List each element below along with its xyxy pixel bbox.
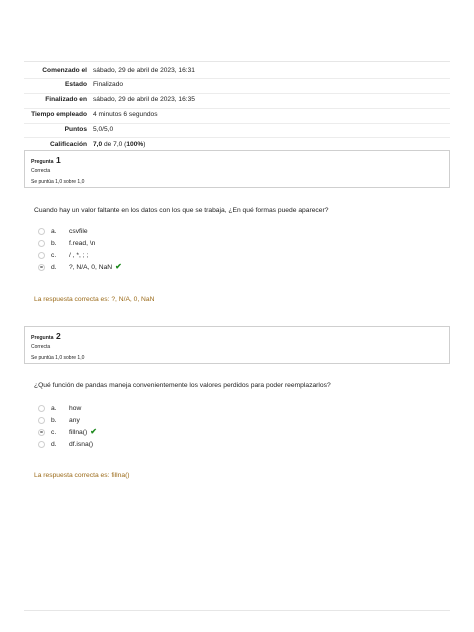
option-label: any bbox=[69, 416, 80, 424]
question-header: Pregunta 2 bbox=[31, 331, 61, 341]
question-number: 2 bbox=[55, 331, 61, 341]
answer-option[interactable] bbox=[38, 439, 93, 449]
option-label: f.read, \n bbox=[69, 239, 96, 247]
radio-button[interactable] bbox=[38, 441, 45, 448]
summary-label: Estado bbox=[65, 81, 87, 89]
question-text: ¿Qué función de pandas maneja convenientemente los valores perdidos para poder reemplazarlos? bbox=[34, 382, 331, 389]
question-status: Correcta bbox=[31, 168, 51, 174]
option-label: fillna() bbox=[69, 428, 88, 436]
question-status: Correcta bbox=[31, 344, 51, 350]
summary-value: 5,0/5,0 bbox=[93, 126, 114, 134]
attempt-summary-table bbox=[24, 64, 450, 153]
summary-value: 7,0 de 7,0 (100%) bbox=[93, 140, 146, 148]
question-text: Cuando hay un valor faltante en los datos con los que se trabaja, ¿En qué formas puede aparecer? bbox=[34, 207, 329, 214]
option-label: ?, N/A, 0, NaN bbox=[69, 263, 113, 271]
answer-option-selected[interactable] bbox=[38, 427, 97, 437]
option-letter: d. bbox=[51, 263, 57, 271]
option-letter: a. bbox=[51, 227, 57, 235]
summary-row-finished bbox=[24, 94, 450, 109]
option-letter: c. bbox=[51, 428, 57, 436]
summary-label: Finalizado en bbox=[45, 96, 87, 104]
summary-row-time bbox=[24, 109, 450, 124]
summary-row-started bbox=[24, 64, 450, 79]
option-label: csvfile bbox=[69, 227, 88, 235]
question-header: Pregunta 1 bbox=[31, 155, 61, 165]
option-letter: b. bbox=[51, 239, 57, 247]
summary-label: Comenzado el bbox=[42, 66, 87, 74]
question-score: Se puntúa 1,0 sobre 1,0 bbox=[31, 355, 85, 361]
check-icon: ✔ bbox=[90, 427, 97, 436]
option-letter: a. bbox=[51, 404, 57, 412]
summary-row-points bbox=[24, 124, 450, 139]
summary-label: Calificación bbox=[49, 140, 87, 148]
answer-option[interactable] bbox=[38, 238, 95, 248]
option-letter: b. bbox=[51, 416, 57, 424]
radio-button[interactable] bbox=[38, 405, 45, 412]
answer-option[interactable] bbox=[38, 403, 81, 413]
option-label: / , *, ; ; bbox=[69, 251, 89, 259]
answer-option[interactable] bbox=[38, 226, 88, 236]
right-answer-feedback: La respuesta correcta es: ?, N/A, 0, NaN bbox=[34, 296, 155, 303]
option-label: df.isna() bbox=[69, 440, 94, 448]
question-score: Se puntúa 1,0 sobre 1,0 bbox=[31, 179, 85, 185]
option-label: how bbox=[69, 404, 82, 412]
right-answer-feedback: La respuesta correcta es: fillna() bbox=[34, 472, 130, 479]
radio-button-selected[interactable] bbox=[38, 429, 45, 436]
summary-row-state bbox=[24, 79, 450, 94]
answer-option[interactable] bbox=[38, 415, 80, 425]
question-info-box bbox=[24, 326, 450, 364]
summary-label: Puntos bbox=[64, 126, 87, 134]
summary-value: sábado, 29 de abril de 2023, 16:31 bbox=[93, 66, 195, 74]
top-divider bbox=[24, 61, 450, 62]
summary-value: 4 minutos 6 segundos bbox=[93, 111, 158, 119]
option-letter: d. bbox=[51, 440, 57, 448]
question-info-box bbox=[24, 150, 450, 188]
bottom-divider bbox=[24, 610, 450, 611]
check-icon: ✔ bbox=[115, 262, 122, 271]
summary-value: Finalizado bbox=[93, 81, 124, 89]
summary-value: sábado, 29 de abril de 2023, 16:35 bbox=[93, 96, 195, 104]
summary-label: Tiempo empleado bbox=[31, 110, 87, 118]
radio-button-selected[interactable] bbox=[38, 264, 45, 271]
radio-button[interactable] bbox=[38, 240, 45, 247]
answer-option[interactable] bbox=[38, 250, 88, 260]
radio-button[interactable] bbox=[38, 228, 45, 235]
answer-option-selected[interactable] bbox=[38, 262, 122, 272]
radio-button[interactable] bbox=[38, 417, 45, 424]
radio-button[interactable] bbox=[38, 252, 45, 259]
option-letter: c. bbox=[51, 251, 57, 259]
question-number: 1 bbox=[55, 155, 61, 165]
